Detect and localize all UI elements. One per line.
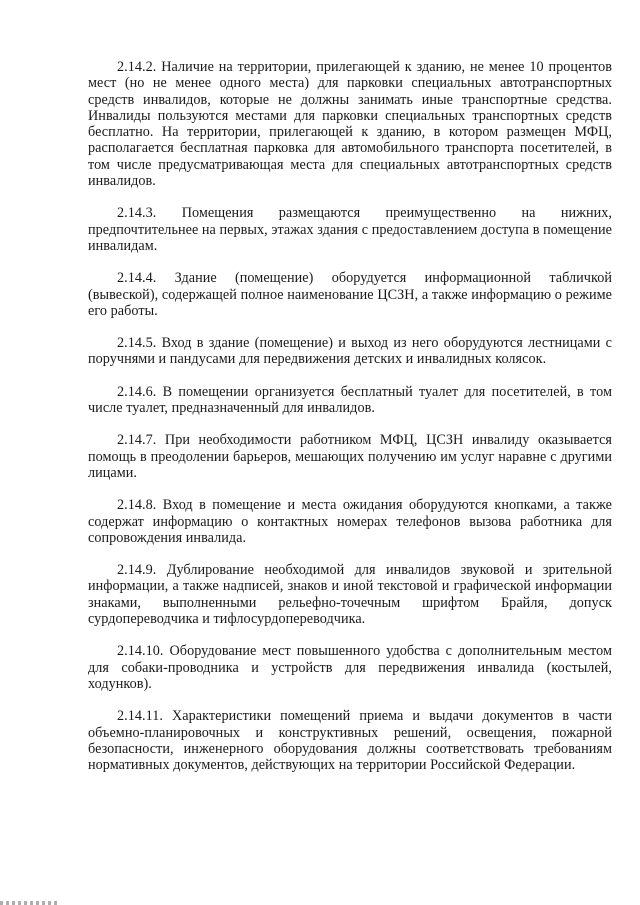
paragraph-2-14-5: 2.14.5. Вход в здание (помещение) и выход из него оборудуются лестницами с поручнями и пандусами для передвижения детских и инвалидных колясок.	[88, 335, 612, 368]
scan-edge-mark	[0, 901, 60, 905]
paragraph-2-14-10: 2.14.10. Оборудование мест повышенного удобства с дополнительным местом для собаки-проводника и устройств для передвижения инвалида (костылей, ходунков).	[88, 643, 612, 692]
paragraph-2-14-4: 2.14.4. Здание (помещение) оборудуется информационной табличкой (вывеской), содержащей полное наименование ЦСЗН, а также информацию о режиме его работы.	[88, 270, 612, 319]
paragraph-2-14-6: 2.14.6. В помещении организуется бесплатный туалет для посетителей, в том числе туалет, предназначенный для инвалидов.	[88, 383, 612, 417]
paragraph-2-14-2: 2.14.2. Наличие на территории, прилегающей к зданию, не менее 10 процентов мест (но не менее одного места) для парковки специальных автотранспортных средств инвалидов, которые не должны занимать иные транспортные средства. Инвалиды пользуются местами для парковки специальных транспортных средств бесплатно. На территории, прилегающей к зданию, в котором размещен МФЦ, располагается бесплатная парковка для автомобильного транспорта посетителей, в том числе предусматривающая места для специальных автотранспортных средств инвалидов.	[88, 59, 612, 190]
paragraph-2-14-8: 2.14.8. Вход в помещение и места ожидания оборудуются кнопками, а также содержат информацию о контактных номерах телефонов вызова работника для сопровождения инвалида.	[88, 497, 612, 546]
paragraph-2-14-11: 2.14.11. Характеристики помещений приема и выдачи документов в части объемно-планировочных и конструктивных решений, освещения, пожарной безопасности, инженерного оборудования должны соответствовать требованиям нормативных документов, действующих на территории Российской Федерации.	[88, 708, 612, 774]
paragraph-2-14-3: 2.14.3. Помещения размещаются преимущественно на нижних, предпочтительнее на первых, этажах здания с предоставлением доступа в помещение инвалидам.	[88, 205, 612, 254]
paragraph-2-14-9: 2.14.9. Дублирование необходимой для инвалидов звуковой и зрительной информации, а также надписей, знаков и иной текстовой и графической информации знаками, выполненными рельефно-точечным шрифтом Брайля, допуск сурдопереводчика и тифлосурдопереводчика.	[88, 562, 612, 628]
paragraph-2-14-7: 2.14.7. При необходимости работником МФЦ, ЦСЗН инвалиду оказывается помощь в преодолении барьеров, мешающих получению им услуг наравне с другими лицами.	[88, 432, 612, 481]
document-page	[88, 59, 612, 789]
